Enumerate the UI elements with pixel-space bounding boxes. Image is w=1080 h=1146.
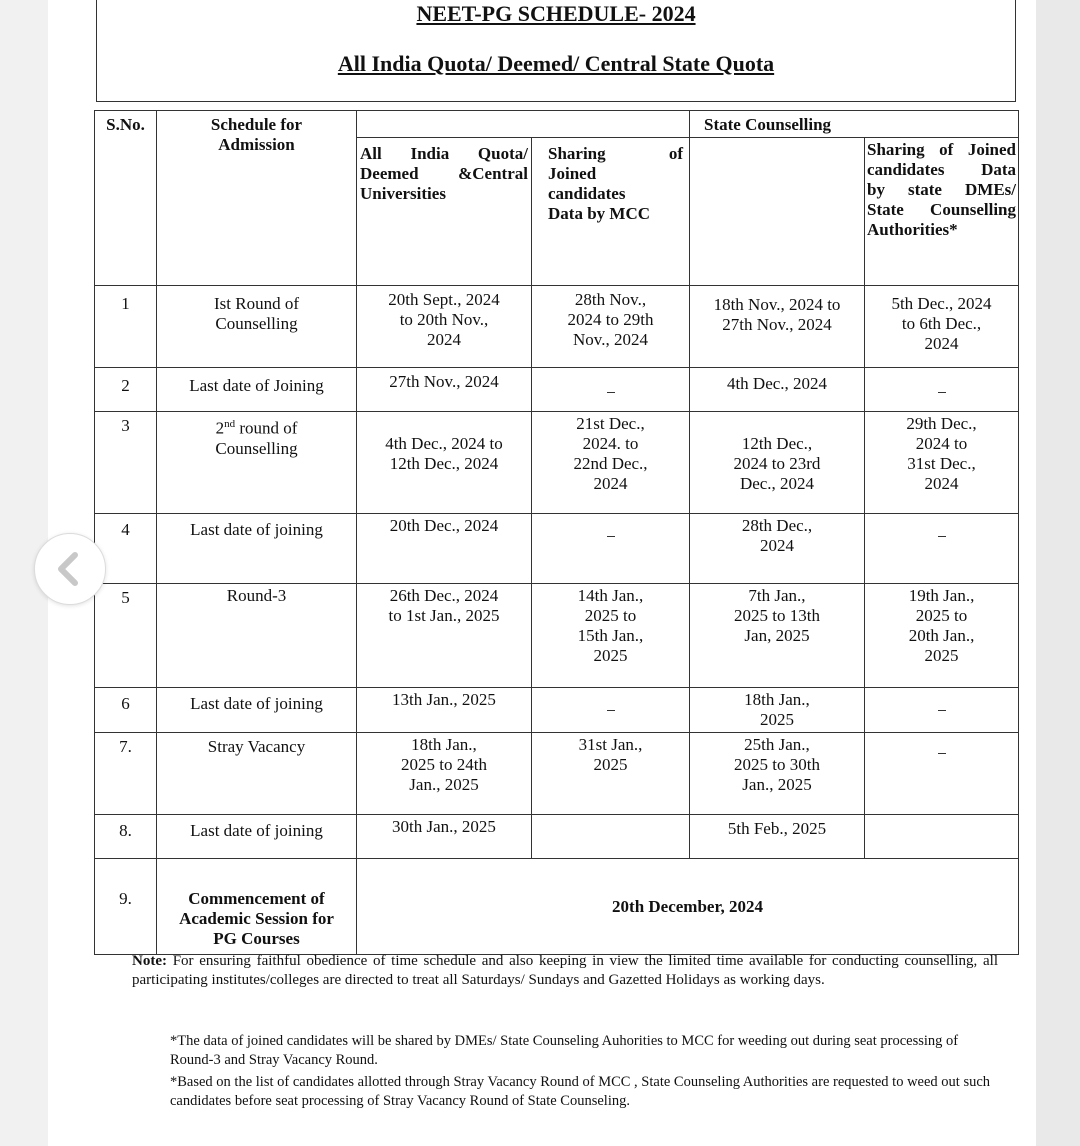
dash-mark [607,392,615,393]
row-event: Ist Round of Counselling [157,286,357,368]
row-sno: 1 [95,286,157,368]
table-row-commencement [95,859,1019,955]
row-event: Last date of joining [157,815,357,859]
document-subtitle: All India Quota/ Deemed/ Central State Quota [337,51,775,76]
table-row [95,733,1019,815]
row-state: 28th Dec., 2024 [690,514,865,584]
row-state-share [865,514,1019,584]
row-mcc [532,514,690,584]
row-mcc: 28th Nov., 2024 to 29th Nov., 2024 [532,286,690,368]
row-mcc [532,688,690,733]
note-label: Note: [132,953,167,969]
header-sharing-state: Sharing of Joined candidates Data by state DMEs/ State Counselling Authorities* [865,138,1019,286]
schedule-table [94,110,1019,955]
chevron-left-icon [35,534,105,604]
header-state-blank [690,138,865,286]
row-aiq: 13th Jan., 2025 [357,688,532,733]
dash-mark [938,392,946,393]
table-row [95,514,1019,584]
header-schedule: Schedule for Admission [157,111,357,286]
table-row [95,286,1019,368]
title-box [96,0,1016,102]
footnotes [170,1032,1000,1114]
dash-mark [938,536,946,537]
header-state-counselling: State Counselling [690,111,1019,138]
row-mcc: 21st Dec., 2024. to 22nd Dec., 2024 [532,412,690,514]
row-mcc: 14th Jan., 2025 to 15th Jan., 2025 [532,584,690,688]
row-state: 5th Feb., 2025 [690,815,865,859]
dash-mark [607,710,615,711]
row-aiq: 18th Jan., 2025 to 24th Jan., 2025 [357,733,532,815]
row-state: 18th Nov., 2024 to 27th Nov., 2024 [690,286,865,368]
row-mcc [532,368,690,412]
row-state: 18th Jan., 2025 [690,688,865,733]
row-event: Last date of joining [157,514,357,584]
row-sno: 3 [95,412,157,514]
row-sno: 4 [95,514,157,584]
footnote: *Based on the list of candidates allotted through Stray Vacancy Round of MCC , State Counseling Authorities are requested to weed out such candidates before seat processing of Stray Vacancy Round of State Counseling. [170,1074,991,1109]
row-aiq: 30th Jan., 2025 [357,815,532,859]
row-state-share: 19th Jan., 2025 to 20th Jan., 2025 [865,584,1019,688]
right-margin [1036,0,1080,1146]
row-aiq: 20th Dec., 2024 [357,514,532,584]
row-state-share: 5th Dec., 2024 to 6th Dec., 2024 [865,286,1019,368]
row-aiq: 27th Nov., 2024 [357,368,532,412]
row-state-share [865,815,1019,859]
row-event: Commencement of Academic Session for PG Courses [157,859,357,955]
table-row [95,584,1019,688]
row-event: Round-3 [157,584,357,688]
row-state-share [865,368,1019,412]
row-sno: 7. [95,733,157,815]
row-state-share: 29th Dec., 2024 to 31st Dec., 2024 [865,412,1019,514]
row-state: 25th Jan., 2025 to 30th Jan., 2025 [690,733,865,815]
commencement-date: 20th December, 2024 [357,859,1019,955]
row-state: 7th Jan., 2025 to 13th Jan, 2025 [690,584,865,688]
note [132,952,998,990]
row-state-share [865,733,1019,815]
row-event: Stray Vacancy [157,733,357,815]
row-aiq: 4th Dec., 2024 to 12th Dec., 2024 [357,412,532,514]
dash-mark [938,753,946,754]
table-row [95,688,1019,733]
row-state: 4th Dec., 2024 [690,368,865,412]
row-aiq: 26th Dec., 2024 to 1st Jan., 2025 [357,584,532,688]
row-event: 2nd round of Counselling [157,412,357,514]
table-row [95,368,1019,412]
row-event: Last date of Joining [157,368,357,412]
dash-mark [607,536,615,537]
header-aiq: All India Quota/ Deemed &Central Universities [357,138,532,286]
row-sno: 6 [95,688,157,733]
footnote: *The data of joined candidates will be shared by DMEs/ State Counseling Auhorities to MCC for weeding out during seat processing of Round-3 and Stray Vacancy Round. [170,1033,959,1068]
row-state: 12th Dec., 2024 to 23rd Dec., 2024 [690,412,865,514]
table-row [95,412,1019,514]
document-title: NEET-PG SCHEDULE- 2024 [416,1,696,26]
table-row [95,815,1019,859]
note-text: For ensuring faithful obedience of time schedule and also keeping in view the limited time available for conducting counselling, all participating institutes/colleges are directed to treat all Saturdays/ Sundays and Gazetted Holidays as working days. [132,953,999,988]
row-sno: 8. [95,815,157,859]
row-sno: 2 [95,368,157,412]
row-aiq: 20th Sept., 2024 to 20th Nov., 2024 [357,286,532,368]
row-mcc [532,815,690,859]
header-blank [357,111,690,138]
dash-mark [938,710,946,711]
back-button[interactable] [34,533,106,605]
header-row-1 [95,111,1019,138]
header-sno: S.No. [95,111,157,286]
row-state-share [865,688,1019,733]
row-sno: 9. [95,859,157,955]
header-sharing-mcc: Sharing of Joined candidates Data by MCC [532,138,690,286]
row-event: Last date of joining [157,688,357,733]
row-mcc: 31st Jan., 2025 [532,733,690,815]
row-sno: 5 [95,584,157,688]
